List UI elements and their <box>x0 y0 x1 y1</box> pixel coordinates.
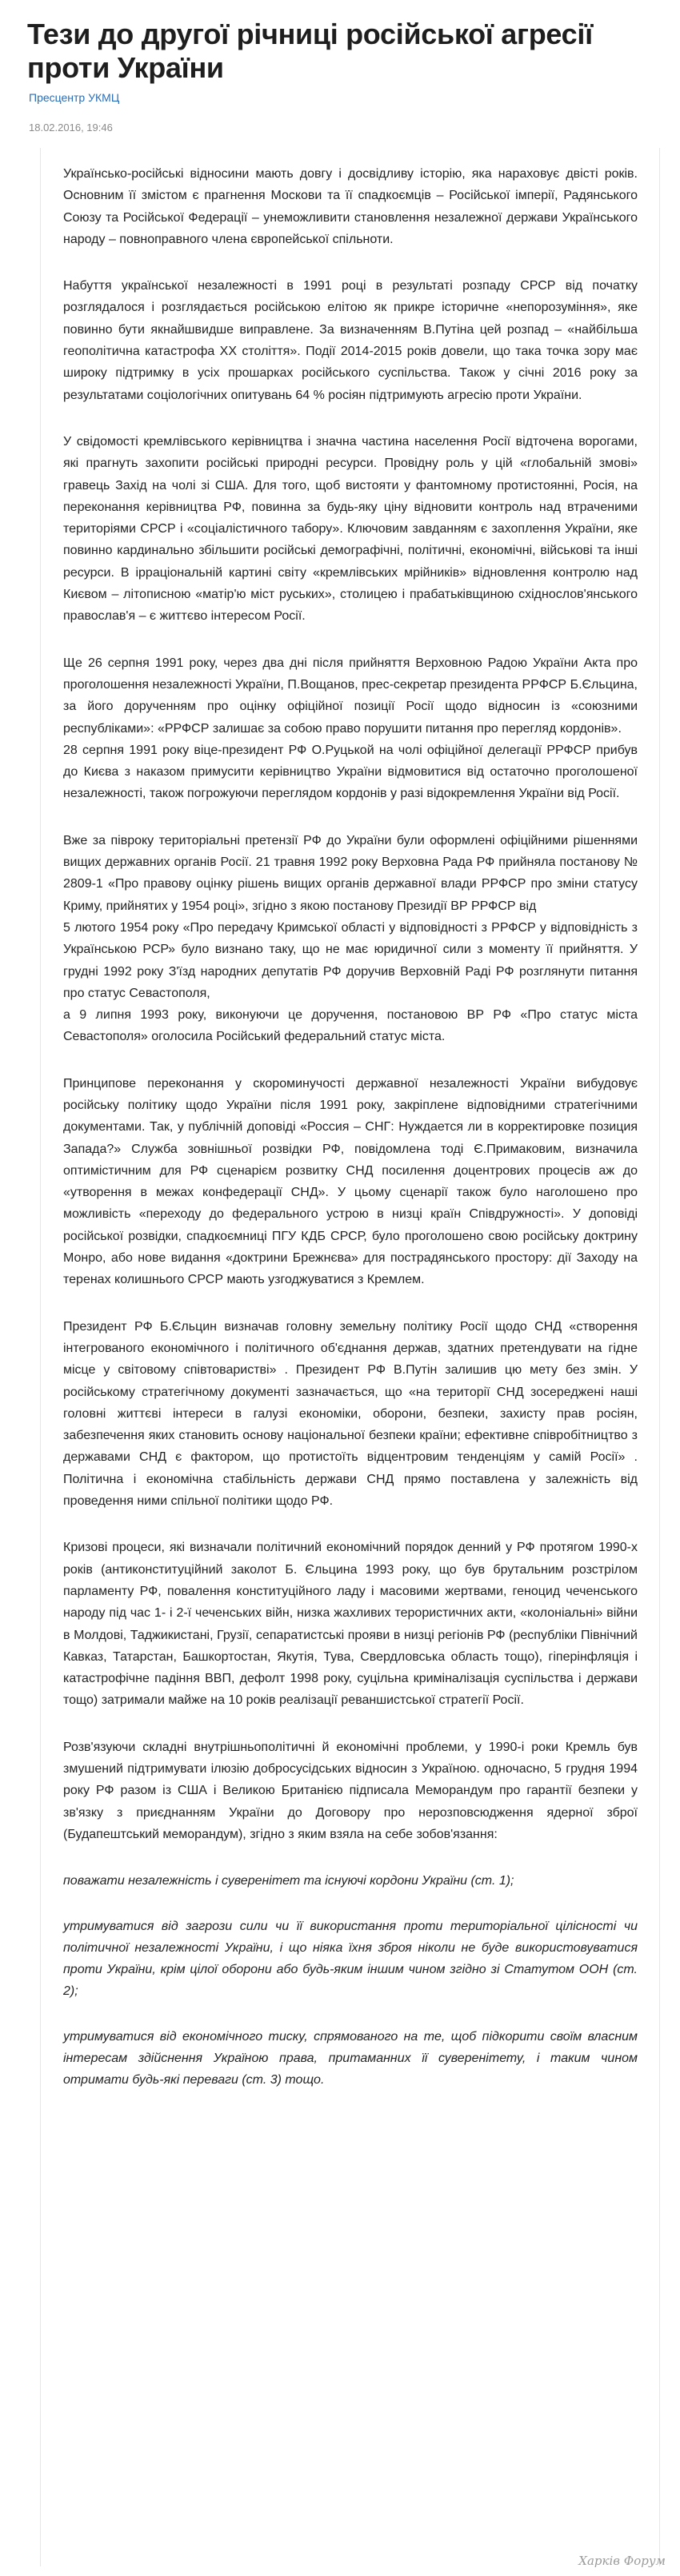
author-link[interactable]: Пресцентр УКМЦ <box>29 91 120 104</box>
publish-date: 18.02.2016, 19:46 <box>29 122 113 134</box>
article-body <box>40 148 660 2566</box>
article-paragraph: Розв'язуючи складні внутрішньополітичні й економічні проблеми, у 1990-і роки Кремль був змушений підтримувати ілюзію добросусідських відносин з Україною. одночасно, 5 грудня 1994 року РФ разом із США і Великою Британією підписала Меморандум про гарантії безпеки у зв'язку з приєднанням України до Договору про нерозповсюдження ядерної зброї (Будапештський меморандум), згідно з яким взяла на себе зобов'язання: <box>63 1740 638 1841</box>
watermark-logo: Харків Форум <box>578 2554 666 2568</box>
article-content <box>41 148 659 2091</box>
article-paragraph: Принципове переконання у скороминучості державної незалежності України вибудовує російську політику щодо України після 1991 року, закріплене відповідними стратегічними документами. Так, у публічній доповіді «Россия – СНГ: Нуждается ли в корректировке позиция Запада?» Служба зовнішньої розвідки РФ, повідомлена тоді Є.Примаковим, визначила оптимістичним для РФ сценарієм розвитку СНД посилення доцентрових процесів аж до «утворення в межах конфедерації СНД». У цьому сценарії також було наголошено про можливість «переходу до федерального устрою в низці країн Співдружності». У доповіді російської розвідки, спадкоємниці ПГУ КДБ СРСР, було проголошено свою російську доктрину Монро, або нове видання «доктрини Брежнєва» для пострадянського простору: дії Заходу на теренах колишнього СРСР мають узгоджуватися з Кремлем. <box>63 1076 638 1287</box>
article-paragraph: Президент РФ Б.Єльцин визначав головну земельну політику Росії щодо СНД «створення інтегрованого економічного і політичного об'єднання держав, здатних претендувати на гідне місце у світовому співтоваристві» . Президент РФ В.Путін залишив цю мету без змін. У російському стратегічному документі зазначається, що «на території СНД зосереджені наші головні життєві інтереси в галузі економіки, оборони, безпеки, захисту прав росіян, забезпечення яких становить основу національної безпеки країни; ефективне співробітництво з державами СНД є фактором, що протистоїть відцентровим тенденціям у самій Росії» . Політична і економічна стабільність держави СНД прямо поставлена у залежність від проведення ними спільної політики щодо РФ. <box>63 1319 638 1509</box>
article-paragraph: Вже за півроку територіальні претензії РФ до України були оформлені офіційними рішеннями вищих державних органів Росії. 21 травня 1992 року Верховна Рада РФ прийняла постанову № 2809-1 «Про правову оцінку рішень вищих органів державної влади РРФСР про зміни статусу Криму, прийнятих у 1954 році», згідно з якою постанову Президії ВР РРФСР від 5 лютого 1954 року «Про передачу Кримської області у відповідності з РРФСР у відповідність з Українською РСР» було визнано таку, що не має юридичної сили з моменту її прийняття. У грудні 1992 року З'їзд народних депутатів РФ доручив Верховній Раді РФ розглянути питання про статус Севастополя, а 9 липня 1993 року, виконуючи це доручення, постановою ВР РФ «Про статус міста Севастополя» оголосила Російський федеральний статус міста. <box>63 833 638 1044</box>
article-quote: утримуватися від загрози сили чи її використання проти територіальної цілісності чи політичної незалежності України, і що ніяка їхня зброя ніколи не буде використовуватися проти України, крім цілої оборони або будь-яким іншим чином згідно зі Статутом ООН (ст. 2); <box>63 1920 638 1999</box>
article-quote: поважати незалежність і суверенітет та існуючі кордони України (ст. 1); <box>63 1874 514 1888</box>
article-paragraph: У свідомості кремлівського керівництва і значна частина населення Росії відточена ворогами, які прагнуть захопити російські природні ресурси. Провідну роль у цій «глобальній змові» гравець Захід на чолі зі США. Для того, щоб вистояти у фантомному протистоянні, Росія, на переконання керівництва РФ, повинна за будь-яку ціну відновити контроль над втраченими територіями СРСР і «соціалістичного табору». Ключовим завданням є захоплення України, яке повинно кардинально збільшити російські демографічні, політичні, економічні, військові та інші ресурси. В ірраціональній картині світу «кремлівських мрійників» відновлення контролю над Києвом – літописною «матір'ю міст руських», столицею і прабатьківщиною східнослов'янського православ'я – є життєво інтересом Росії. <box>63 434 638 624</box>
article-paragraph: Кризові процеси, які визначали політичний економічний порядок денний у РФ протягом 1990-х років (антиконституційний заколот Б. Єльцина 1993 року, що був брутальним розстрілом парламенту РФ, повалення конституційного ладу і масовими жертвами, геноцид чеченського народу під час 1- і 2-ї чеченських війн, низка жахливих терористичних акти, «колоніальні» війни в Молдові, Таджикистані, Грузії, сепаратистські прояви в низці регіонів РФ (республіки Північний Кавказ, Татарстан, Башкортостан, Якутія, Тува, Свердловська область тощо), гіперінфляція і катастрофічне падіння ВВП, дефолт 1998 року, суцільна криміналізація суспільства і держави тощо) затримали майже на 10 років реалізації реваншистської стратегії Росії. <box>63 1541 638 1708</box>
article-quote: утримуватися від економічного тиску, спрямованого на те, щоб підкорити своїм власним інтересам здійснення Україною права, притаманних її суверенітету, і таким чином отримати будь-які переваги (ст. 3) тощо. <box>63 2030 638 2088</box>
article-paragraph: Українсько-російські відносини мають довгу і досвідливу історію, яка нараховує двісті років. Основним її змістом є прагнення Москови та її спадкоємців – Російської імперії, Радянського Союзу та Російської Федерації – унеможливити становлення незалежної держави Українського народу – повноправного члена європейської спільноти. <box>63 167 638 246</box>
article-paragraph: Ще 26 серпня 1991 року, через два дні після прийняття Верховною Радою України Акта про проголошення незалежності України, П.Вощанов, прес-секретар президента РРФСР Б.Єльцина, за його дорученням про оцінку офіційної позиції Росії щодо відносин із «союзними республіками»: «РРФСР залишає за собою право порушити питання про перегляд кордонів». 28 серпня 1991 року віце-президент РФ О.Руцькой на чолі офіційної делегації РРФСР прибув до Києва з наказом примусити керівництво України відмовитися від остаточно проголошеної незалежності, також погрожуючи переглядом кордонів у разі відокремлення України від Росії. <box>63 656 638 801</box>
article-title: Тези до другої річниці російської агресії проти України <box>27 18 593 84</box>
article-paragraph: Набуття української незалежності в 1991 році в результаті розпаду СРСР від початку розглядалося і розглядається російською елітою як прикре історичне «непорозуміння», яке повинно бути якнайшвидше виправлене. За визначенням В.Путіна цей розпад – «найбільша геополітична катастрофа XX століття». Події 2014-2015 років довели, що така точка зору має широку підтримку в усіх прошарках російського суспільства. Також у січні 2016 року за результатами соціологічних опитувань 64 % росіян підтримують агресію проти України. <box>63 279 638 402</box>
